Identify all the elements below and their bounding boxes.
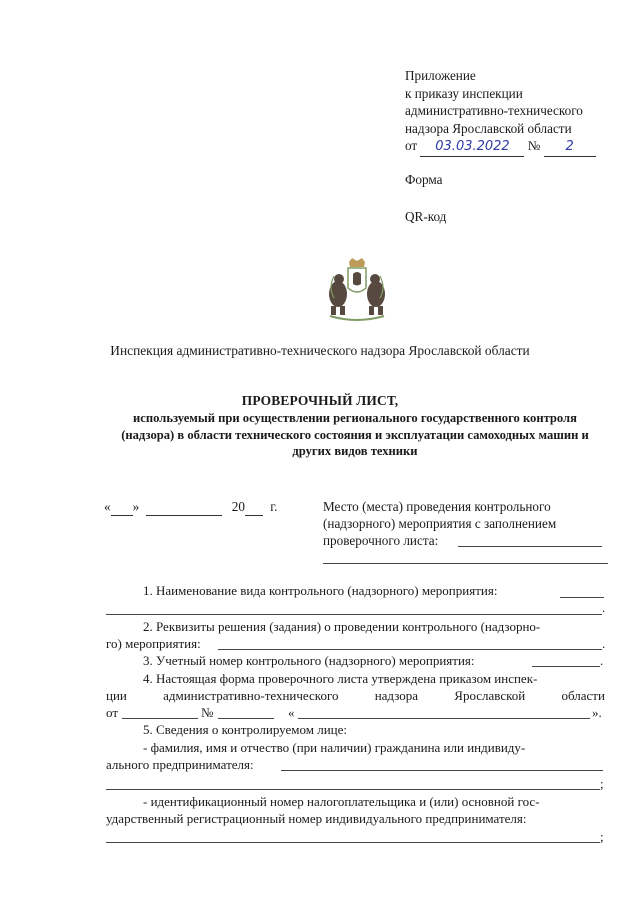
organization-name: Инспекция административно-технического надзора Ярославской области — [110, 343, 530, 358]
date-fill-block: « » 20 г. — [104, 499, 278, 514]
item-4-number-blank[interactable] — [218, 718, 274, 719]
document-title: ПРОВЕРОЧНЫЙ ЛИСТ, — [241, 393, 399, 408]
item-1-label: 1. Наименование вида контрольного (надзорного) мероприятия: — [143, 583, 498, 598]
item-3-label: 3. Учетный номер контрольного (надзорного) мероприятия: — [143, 653, 475, 668]
qr-code-label: QR-код — [405, 209, 447, 224]
item-5b-line-2: ударственный регистрационный номер индивидуального предпринимателя: — [106, 811, 527, 826]
item-2-line-2: го) мероприятия: — [106, 636, 201, 651]
item-4-date-blank[interactable] — [122, 718, 198, 719]
appendix-header — [405, 67, 596, 157]
item-5b-line-1: - идентификационный номер налогоплательщика и (или) основной гос- — [143, 794, 540, 809]
place-blank-1[interactable] — [458, 546, 602, 547]
place-line-3: проверочного листа: — [323, 533, 439, 548]
item-2-blank[interactable] — [218, 649, 602, 650]
item-4-title-blank[interactable] — [298, 718, 590, 719]
month-blank[interactable] — [146, 498, 222, 516]
place-line-2: (надзорного) мероприятия с заполнением — [323, 516, 557, 531]
handwritten-date: 03.03.2022 — [420, 138, 524, 157]
place-line-1: Место (места) проведения контрольного — [323, 499, 551, 514]
item-5b-blank[interactable] — [106, 842, 600, 843]
form-label: Форма — [405, 172, 443, 187]
item-5-label: 5. Сведения о контролируемом лице: — [143, 722, 348, 737]
item-2-line-1: 2. Реквизиты решения (задания) о проведении контрольного (надзорно- — [143, 619, 541, 634]
document-subtitle: используемый при осуществлении регионального государственного контроля (надзора) в области технического состояния и эксплуатации самоходных машин и других видов техники — [121, 411, 589, 458]
handwritten-number: 2 — [544, 138, 596, 157]
number-sign: № — [527, 138, 541, 153]
date-prefix: от — [405, 138, 418, 153]
item-5a-line-1: - фамилия, имя и отчество (при наличии) гражданина или индивиду- — [143, 740, 526, 755]
item-3-blank[interactable] — [532, 666, 600, 667]
appendix-date-line — [405, 137, 596, 157]
document-page: Приложение к приказу инспекции административно-технического надзора Ярославской области от 03.03.2022 № 2 Форма QR-код Инспекция административно-технического надзора Ярославской области ПРОВЕРОЧНЫЙ ЛИСТ, используемый при осуществлении регионального государственного контроля (надзора) в области технического состояния и эксплуатации самоходных машин и других видов техники « » 20 г. Место (места) проведения контрольного (надзорного) мероприятия с заполнением проверочного листа: 1. Наименование вида контрольного (надзорного) мероприятия: . 2. Реквизиты решения (задания) о проведении контрольного (надзорно- го) мероприятия: . 3. Учетный номер контрольного (надзорного) мероприятия: . 4. Настоящая форма проверочного листа утверждена приказом инспек- ции административно-технического надзора Ярославской области от № « ». 5. Сведения о контролируемом лице: - фамилия, имя и отчество (при наличии) гражданина или индивиду- ального предпринимателя: ; - идентификационный номер налогоплательщика и (или) основной гос- ударственный регистрационный номер индивидуального предпринимателя: ; — [0, 0, 640, 905]
item-4-line-1: 4. Настоящая форма проверочного листа утверждена приказом инспек- — [143, 671, 538, 686]
place-blank-2[interactable] — [323, 563, 608, 564]
item-5a-blank-1[interactable] — [281, 770, 603, 771]
item-4-line-2: ции административно-технического надзора Ярославской области — [106, 688, 605, 703]
appendix-line-4: надзора Ярославской области — [405, 120, 572, 136]
item-1-blank-a[interactable] — [560, 597, 604, 598]
coat-of-arms-bear-icon — [322, 258, 392, 324]
day-blank[interactable] — [111, 498, 133, 516]
item-1-blank-b[interactable] — [106, 614, 602, 615]
appendix-line-1: Приложение — [405, 68, 476, 83]
appendix-line-2: к приказу инспекции — [405, 85, 523, 101]
appendix-line-3: административно-технического — [405, 103, 583, 118]
item-5a-line-2: ального предпринимателя: — [106, 757, 254, 772]
year-blank[interactable] — [245, 498, 263, 516]
item-5a-blank-2[interactable] — [106, 789, 600, 790]
